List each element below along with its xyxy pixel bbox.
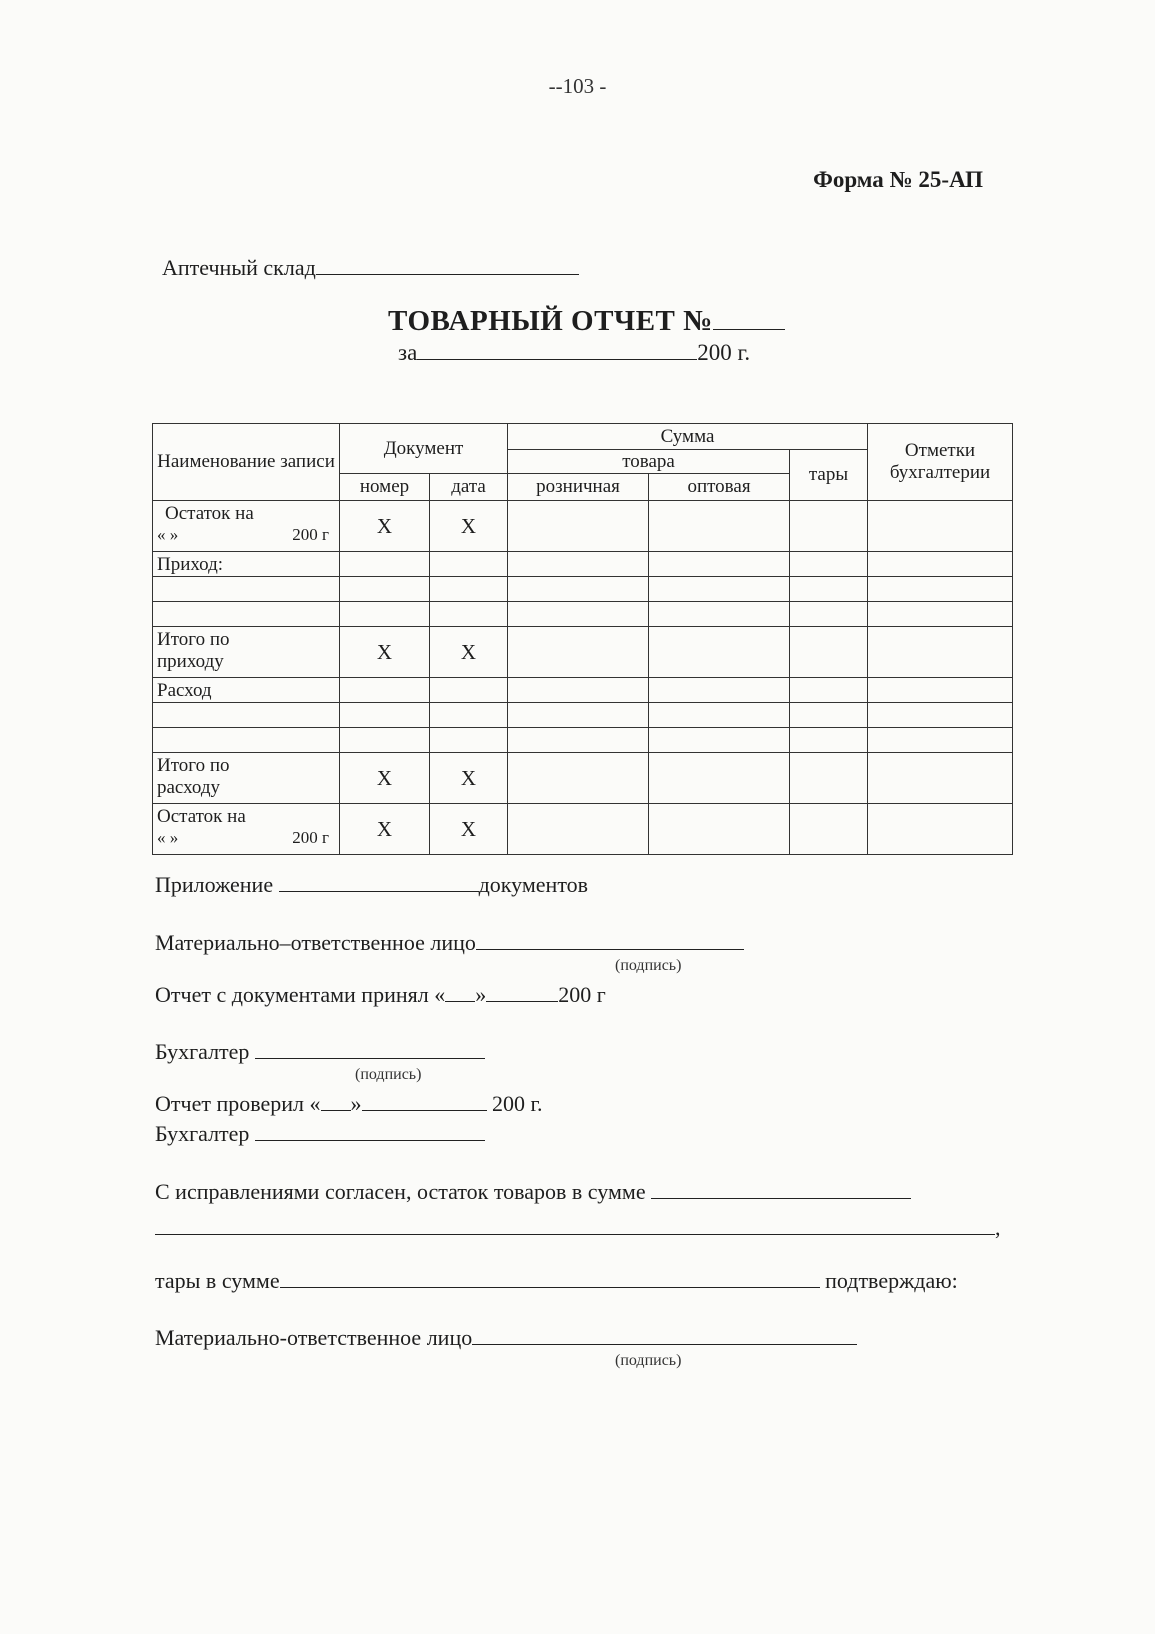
appendix-label: Приложение [155, 872, 274, 897]
cell-containers[interactable] [790, 678, 868, 703]
date-year: 200 г [292, 827, 329, 847]
table-row-expense-total [153, 753, 1013, 804]
table-row-income-total [153, 627, 1013, 678]
checked-month-field[interactable] [362, 1088, 487, 1111]
header-retail: розничная [508, 474, 649, 501]
header-sum: Сумма [508, 424, 868, 450]
accepted-label: Отчет с документами принял « [155, 982, 446, 1007]
checked-day-field[interactable] [321, 1088, 351, 1111]
cell-doc-number[interactable] [340, 577, 430, 602]
cell-wholesale[interactable] [649, 552, 790, 577]
report-title [388, 300, 785, 338]
accountant-label: Бухгалтер [155, 1121, 250, 1146]
cell-marks[interactable] [868, 804, 1013, 855]
report-number-field[interactable] [713, 300, 785, 330]
accountant-label: Бухгалтер [155, 1039, 250, 1064]
header-name: Наименование записи [153, 424, 340, 501]
cell-containers[interactable] [790, 552, 868, 577]
containers-sum-field[interactable] [280, 1265, 820, 1288]
row-label [153, 753, 340, 804]
cell-containers[interactable] [790, 577, 868, 602]
cell-containers[interactable] [790, 804, 868, 855]
accepted-year: 200 г [558, 982, 606, 1007]
page-number: --103 - [548, 74, 607, 98]
header-doc-number: номер [340, 474, 430, 501]
cell-marks[interactable] [868, 753, 1013, 804]
cell-marks[interactable] [868, 577, 1013, 602]
cell-retail[interactable] [508, 678, 649, 703]
cell-wholesale[interactable] [649, 753, 790, 804]
accountant-line [155, 1036, 485, 1065]
confirm-text: подтверждаю: [825, 1268, 958, 1293]
x-mark: X [430, 804, 508, 855]
x-mark: X [340, 501, 430, 552]
cell-retail[interactable] [508, 753, 649, 804]
warehouse-label: Аптечный склад [162, 255, 316, 280]
row-label-line: Итого по [157, 755, 230, 776]
cell-name[interactable] [153, 577, 340, 602]
x-mark: X [430, 753, 508, 804]
row-label: Расход [153, 678, 340, 703]
row-label-line: расходу [157, 776, 221, 798]
cell-marks[interactable] [868, 728, 1013, 753]
cell-containers[interactable] [790, 501, 868, 552]
cell-retail[interactable] [508, 703, 649, 728]
containers-sum-line [155, 1265, 958, 1294]
mol-line [155, 927, 744, 956]
warehouse-field[interactable] [316, 252, 579, 275]
cell-retail[interactable] [508, 728, 649, 753]
accountant-signature-field[interactable] [255, 1118, 485, 1141]
header-document: Документ [340, 424, 508, 474]
cell-marks[interactable] [868, 501, 1013, 552]
cell-doc-date[interactable] [430, 703, 508, 728]
checked-label: Отчет проверил « [155, 1091, 321, 1116]
form-number: Форма № 25-АП [813, 167, 983, 192]
cell-wholesale[interactable] [649, 602, 790, 627]
agreement-text: С исправлениями согласен, остаток товаров в сумме [155, 1179, 646, 1204]
mol-label: Материально-ответственное лицо [155, 1325, 473, 1350]
appendix-line [155, 869, 588, 898]
header-goods: товара [508, 450, 790, 474]
appendix-count-field[interactable] [279, 869, 479, 892]
row-label [153, 804, 340, 855]
cell-wholesale[interactable] [649, 627, 790, 678]
checked-line [155, 1088, 543, 1117]
row-label-line: Остаток на [165, 503, 254, 524]
accountant-signature-field[interactable] [255, 1036, 485, 1059]
containers-sum-label: тары в сумме [155, 1268, 280, 1293]
signature-note: (подпись) [355, 1066, 422, 1083]
checked-year: 200 г. [492, 1091, 543, 1116]
table-row [153, 602, 1013, 627]
cell-retail[interactable] [508, 501, 649, 552]
accepted-day-field[interactable] [445, 979, 475, 1002]
date-quotes: « » [157, 524, 179, 544]
cell-containers[interactable] [790, 728, 868, 753]
cell-wholesale[interactable] [649, 804, 790, 855]
period-year: 200 г. [697, 340, 751, 365]
row-label-line [157, 828, 335, 848]
cell-doc-number[interactable] [340, 552, 430, 577]
date-quotes: « » [157, 827, 179, 847]
cell-marks[interactable] [868, 678, 1013, 703]
quote-close: » [350, 1091, 362, 1116]
cell-containers[interactable] [790, 627, 868, 678]
row-label-line: Итого по [157, 629, 230, 650]
cell-marks[interactable] [868, 627, 1013, 678]
comma: , [995, 1215, 1001, 1240]
row-label: Приход: [153, 552, 340, 577]
report-table [152, 423, 1013, 855]
cell-wholesale[interactable] [649, 728, 790, 753]
report-title-text: ТОВАРНЫЙ ОТЧЕТ № [388, 305, 713, 337]
cell-doc-number[interactable] [340, 703, 430, 728]
cell-marks[interactable] [868, 602, 1013, 627]
table-row-expense [153, 678, 1013, 703]
cell-name[interactable] [153, 602, 340, 627]
x-mark: X [340, 627, 430, 678]
cell-doc-number[interactable] [340, 678, 430, 703]
cell-wholesale[interactable] [649, 703, 790, 728]
accountant-line-2 [155, 1118, 485, 1147]
report-period [398, 336, 750, 366]
cell-containers[interactable] [790, 703, 868, 728]
cell-containers[interactable] [790, 753, 868, 804]
appendix-suffix: документов [478, 872, 589, 897]
cell-doc-date[interactable] [430, 602, 508, 627]
cell-retail[interactable] [508, 552, 649, 577]
quote-close: » [475, 982, 487, 1007]
mol-signature-field[interactable] [472, 1322, 857, 1345]
cell-doc-date[interactable] [430, 552, 508, 577]
header-accounting-marks: Отметки бухгалтерии [868, 424, 1013, 501]
cell-retail[interactable] [508, 602, 649, 627]
date-year: 200 г [292, 524, 329, 544]
table-row [153, 703, 1013, 728]
period-field[interactable] [417, 336, 697, 360]
table-row-opening-balance [153, 501, 1013, 552]
row-label-line [157, 525, 335, 545]
x-mark: X [430, 627, 508, 678]
cell-wholesale[interactable] [649, 501, 790, 552]
cell-retail[interactable] [508, 627, 649, 678]
cell-wholesale[interactable] [649, 678, 790, 703]
cell-marks[interactable] [868, 552, 1013, 577]
cell-doc-date[interactable] [430, 678, 508, 703]
agreement-line [155, 1176, 911, 1205]
cell-wholesale[interactable] [649, 577, 790, 602]
cell-doc-number[interactable] [340, 602, 430, 627]
cell-doc-date[interactable] [430, 577, 508, 602]
goods-balance-field[interactable] [651, 1176, 911, 1199]
header-wholesale: оптовая [649, 474, 790, 501]
table-row-closing-balance [153, 804, 1013, 855]
agreement-line-2 [155, 1212, 1001, 1241]
cell-retail[interactable] [508, 577, 649, 602]
cell-retail[interactable] [508, 804, 649, 855]
row-label [153, 627, 340, 678]
header-containers: тары [790, 450, 868, 501]
goods-balance-field-2[interactable] [155, 1212, 995, 1235]
cell-name[interactable] [153, 728, 340, 753]
row-label [153, 501, 340, 552]
mol-line-2 [155, 1322, 857, 1351]
signature-note: (подпись) [615, 1352, 682, 1369]
cell-marks[interactable] [868, 703, 1013, 728]
warehouse-line [162, 252, 579, 281]
mol-signature-field[interactable] [476, 927, 744, 950]
table-row-income [153, 552, 1013, 577]
table-row [153, 577, 1013, 602]
accepted-month-field[interactable] [486, 979, 558, 1002]
table-row [153, 728, 1013, 753]
x-mark: X [340, 753, 430, 804]
x-mark: X [430, 501, 508, 552]
header-doc-date: дата [430, 474, 508, 501]
signature-note: (подпись) [615, 957, 682, 974]
accepted-line [155, 979, 606, 1008]
cell-containers[interactable] [790, 602, 868, 627]
cell-doc-date[interactable] [430, 728, 508, 753]
period-prefix: за [398, 340, 418, 365]
row-label-line: Остаток на [157, 806, 246, 827]
x-mark: X [340, 804, 430, 855]
cell-doc-number[interactable] [340, 728, 430, 753]
row-label-line: приходу [157, 650, 224, 672]
cell-name[interactable] [153, 703, 340, 728]
table-header-row [153, 424, 1013, 450]
mol-label: Материально–ответственное лицо [155, 930, 476, 955]
